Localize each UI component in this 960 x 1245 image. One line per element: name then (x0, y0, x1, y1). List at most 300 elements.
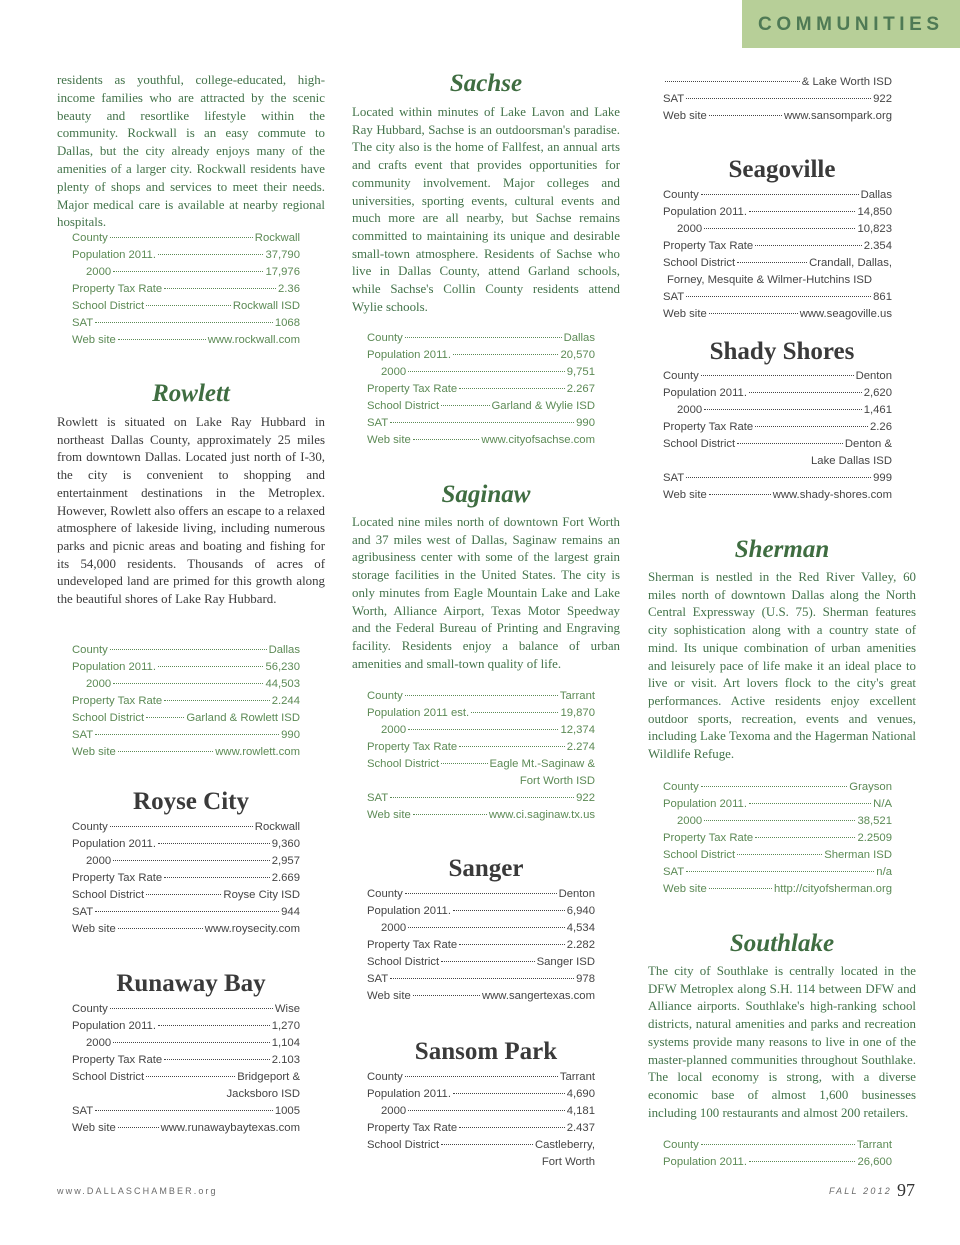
stat-value: Fort Worth ISD (519, 775, 595, 787)
seagoville-title: Seagoville (728, 156, 836, 183)
leader-dots (413, 439, 480, 440)
saginaw-title: Saginaw (441, 481, 531, 508)
stat-label: Property Tax Rate (72, 283, 163, 295)
leader-dots (113, 1042, 270, 1043)
stat-row (367, 809, 595, 826)
rowlett-body: Rowlett is situated on Lake Ray Hubbard in northeast Dallas County, approximately 25 miles from downtown Dallas. Located just north of I-30, the city is convenient to shopping and entertainment destinations in the Metroplex. However, Rowlett also offers an escape to a relaxed atmosphere of lakeside living, including numerous parks and picnic areas and boating and fishing for its 54,000 residents. Thousands of acres of undeveloped land are primed for this growth along the beautiful shores of Lake Ray Hubbard. (57, 415, 325, 607)
stat-value: 2.2509 (857, 832, 892, 844)
stat-row (663, 472, 892, 489)
stat-value: 17,976 (265, 266, 300, 278)
stat-label: Property Tax Rate (367, 939, 458, 951)
stat-row (72, 838, 300, 855)
stat-value: 4,534 (566, 922, 595, 934)
sansom-park-title: Sansom Park (414, 1038, 558, 1065)
stat-value: 2,620 (863, 387, 892, 399)
stat-label: Web site (663, 308, 707, 320)
stat-row (367, 1156, 595, 1173)
leader-dots (146, 717, 184, 718)
stat-label: County (72, 644, 108, 656)
stat-label: Population 2011. (663, 1156, 747, 1168)
stat-label: Web site (367, 434, 411, 446)
stat-row (72, 266, 300, 283)
stat-value: 2.26 (870, 421, 892, 433)
royse-city-title: Royse City (133, 788, 249, 815)
stat-row (72, 300, 300, 317)
stat-label: County (367, 332, 403, 344)
stat-row (663, 832, 892, 849)
leader-dots (459, 388, 565, 389)
stat-value: 56,230 (265, 661, 300, 673)
stat-row (663, 883, 892, 900)
sanger-stats (367, 888, 595, 1007)
stat-row (663, 370, 892, 387)
leader-dots (390, 422, 574, 423)
stat-row (367, 792, 595, 809)
leader-dots (110, 1008, 273, 1009)
stat-value: www.sansompark.org (784, 110, 892, 122)
stat-row (72, 678, 300, 695)
stat-value: 861 (873, 291, 892, 303)
stat-label: Property Tax Rate (367, 1122, 458, 1134)
stat-row (367, 349, 595, 366)
stat-label: Population 2011. (663, 387, 747, 399)
stat-label: School District (663, 257, 736, 269)
stat-value: Tarrant (856, 1139, 892, 1151)
sachse-title: Sachse (449, 70, 523, 97)
stat-label: School District (72, 712, 145, 724)
southlake-title: Southlake (729, 930, 835, 957)
sherman-title: Sherman (734, 536, 830, 563)
stat-label: County (367, 1071, 403, 1083)
stat-label: SAT (663, 472, 685, 484)
stat-value: 2.36 (278, 283, 300, 295)
stat-row (72, 889, 300, 906)
stat-label: Property Tax Rate (367, 383, 458, 395)
leader-dots (408, 371, 565, 372)
stat-row (663, 815, 892, 832)
stat-row (72, 1122, 300, 1139)
leader-dots (749, 211, 855, 212)
leader-dots (749, 392, 862, 393)
runaway-bay-stats (72, 1003, 300, 1139)
leader-dots (405, 1076, 558, 1077)
leader-dots (459, 1127, 565, 1128)
stat-label: Web site (663, 489, 707, 501)
leader-dots (118, 751, 214, 752)
stat-row (367, 690, 595, 707)
stat-label: County (367, 690, 403, 702)
stat-row (72, 855, 300, 872)
leader-dots (701, 375, 854, 376)
stat-row (367, 400, 595, 417)
stat-row (72, 729, 300, 746)
stat-value: Denton (558, 888, 595, 900)
leader-dots (408, 729, 558, 730)
sachse-body: Located within minutes of Lake Lavon and Lake Ray Hubbard, Sachse is an outdoorsman's paradise. The city also is the home of Fallfest, an annual arts and crafts event that provides opportunities for community involvement. Major colleges and universities, sporting events, cultural events and much more are all nearby, but Sachse remains committed to maintaining its unique and desirable small-town atmosphere. Residents of Sachse who live in Dallas County, attend Garland schools, while Sachse's Collin County residents attend Wylie schools. (352, 105, 620, 314)
stat-row (72, 232, 300, 249)
stat-value: 38,521 (857, 815, 892, 827)
stat-value: 2.274 (566, 741, 595, 753)
stat-value: 1,461 (863, 404, 892, 416)
stat-row (72, 872, 300, 889)
stat-value: www.runawaybaytexas.com (160, 1122, 300, 1134)
stat-value: 2.244 (271, 695, 300, 707)
stat-label: SAT (72, 317, 94, 329)
leader-dots (95, 322, 273, 323)
stat-label: 2000 (86, 678, 112, 690)
footer-website: www.DALLASCHAMBER.org (57, 1186, 218, 1196)
stat-label: County (72, 821, 108, 833)
leader-dots (709, 494, 771, 495)
stat-label: County (663, 1139, 699, 1151)
stat-value: 1068 (274, 317, 300, 329)
stat-label: SAT (663, 291, 685, 303)
stat-row (367, 383, 595, 400)
stat-label: Population 2011. (367, 905, 451, 917)
stat-value: Rockwall (254, 821, 300, 833)
stat-value: 10,823 (857, 223, 892, 235)
leader-dots (164, 877, 270, 878)
stat-value: Denton (855, 370, 892, 382)
stat-row (367, 1122, 595, 1139)
stat-row (663, 404, 892, 421)
shady-shores-stats (663, 370, 892, 506)
stat-value: 12,374 (560, 724, 595, 736)
leader-dots (390, 978, 574, 979)
stat-row (367, 939, 595, 956)
stat-value: Dallas (563, 332, 595, 344)
royse-city-stats (72, 821, 300, 940)
rockwall-stats (72, 232, 300, 351)
leader-dots (158, 254, 263, 255)
leader-dots (146, 1076, 235, 1077)
leader-dots (95, 911, 279, 912)
saginaw-stats (367, 690, 595, 826)
stat-row (663, 257, 892, 274)
stat-row (367, 905, 595, 922)
leader-dots (709, 115, 782, 116)
stat-value: 2.103 (271, 1054, 300, 1066)
sanger-title: Sanger (448, 855, 524, 882)
leader-dots (405, 695, 558, 696)
shady-shores-title: Shady Shores (709, 338, 855, 365)
stat-value: 2.267 (566, 383, 595, 395)
stat-label: County (72, 1003, 108, 1015)
leader-dots (686, 477, 871, 478)
stat-value: Fort Worth (541, 1156, 595, 1168)
stat-value: 2.669 (271, 872, 300, 884)
leader-dots (686, 296, 871, 297)
leader-dots (164, 288, 276, 289)
leader-dots (118, 339, 206, 340)
stat-row (663, 849, 892, 866)
stat-row (367, 417, 595, 434)
stat-label: Population 2011 est. (367, 707, 470, 719)
stat-row (367, 956, 595, 973)
stat-row (663, 240, 892, 257)
stat-row (72, 821, 300, 838)
stat-row (72, 317, 300, 334)
stat-label: 2000 (677, 223, 703, 235)
leader-dots (158, 666, 263, 667)
stat-value: 990 (576, 417, 595, 429)
stat-row (663, 223, 892, 240)
stat-label: School District (72, 300, 145, 312)
stat-row (72, 695, 300, 712)
stat-row (367, 332, 595, 349)
stat-label: Web site (367, 990, 411, 1002)
stat-label: Web site (72, 746, 116, 758)
leader-dots (158, 843, 270, 844)
stat-value: 4,690 (566, 1088, 595, 1100)
stat-label: Population 2011. (72, 1020, 156, 1032)
stat-label: Web site (367, 809, 411, 821)
rowlett-stats (72, 644, 300, 763)
stat-value: Rockwall ISD (232, 300, 300, 312)
stat-value: Castleberry, (534, 1139, 595, 1151)
leader-dots (453, 1093, 565, 1094)
leader-dots (390, 797, 574, 798)
stat-label: 2000 (381, 366, 407, 378)
stat-label: Web site (72, 334, 116, 346)
stat-row (663, 866, 892, 883)
stat-label: County (663, 370, 699, 382)
stat-label: Property Tax Rate (367, 741, 458, 753)
stat-label: Population 2011. (72, 838, 156, 850)
leader-dots (686, 871, 874, 872)
leader-dots (755, 837, 855, 838)
leader-dots (453, 910, 565, 911)
stat-label: Web site (663, 883, 707, 895)
stat-value: www.shady-shores.com (772, 489, 892, 501)
stat-value: 922 (873, 93, 892, 105)
stat-label: School District (663, 438, 736, 450)
leader-dots (749, 1161, 855, 1162)
stat-value: 944 (281, 906, 300, 918)
stat-label: SAT (367, 973, 389, 985)
stat-row (663, 206, 892, 223)
stat-row (663, 781, 892, 798)
stat-value: 2.437 (566, 1122, 595, 1134)
stat-value: 14,850 (857, 206, 892, 218)
leader-dots (755, 426, 868, 427)
stat-row (72, 923, 300, 940)
stat-value: Sherman ISD (824, 849, 892, 861)
seagoville-stats (663, 189, 892, 325)
stat-label: 2000 (677, 404, 703, 416)
leader-dots (737, 854, 822, 855)
stat-label: 2000 (381, 1105, 407, 1117)
stat-value: Tarrant (559, 690, 595, 702)
stat-label: SAT (72, 729, 94, 741)
stat-row (72, 906, 300, 923)
stat-label: Population 2011. (663, 798, 747, 810)
stat-row (72, 1105, 300, 1122)
stat-value: 9,751 (566, 366, 595, 378)
stat-label: SAT (663, 866, 685, 878)
stat-row (367, 1139, 595, 1156)
stat-value: Grayson (849, 781, 892, 793)
stat-value: 19,870 (560, 707, 595, 719)
sherman-stats (663, 781, 892, 900)
leader-dots (413, 814, 487, 815)
stat-row (367, 990, 595, 1007)
stat-row (367, 758, 595, 775)
stat-row (663, 93, 892, 110)
stat-row (72, 1054, 300, 1071)
stat-label: Population 2011. (72, 249, 156, 261)
stat-label: SAT (72, 906, 94, 918)
section-tab (742, 0, 960, 48)
stat-label: Population 2011. (72, 661, 156, 673)
stat-row (367, 724, 595, 741)
leader-dots (704, 228, 855, 229)
stat-label: Property Tax Rate (663, 832, 754, 844)
stat-value: 6,940 (566, 905, 595, 917)
leader-dots (709, 313, 798, 314)
stat-value: www.seagoville.us (799, 308, 892, 320)
stat-row (367, 973, 595, 990)
stat-label: Property Tax Rate (663, 421, 754, 433)
stat-value: Crandall, Dallas, (809, 257, 892, 269)
stat-value: N/A (873, 798, 892, 810)
stat-value: 37,790 (265, 249, 300, 261)
stat-label: School District (367, 400, 440, 412)
leader-dots (118, 1127, 159, 1128)
leader-dots (110, 649, 267, 650)
footer-issue: FALL 2012 (829, 1186, 893, 1196)
stat-label: 2000 (86, 855, 112, 867)
leader-dots (158, 1025, 270, 1026)
stat-label: SAT (72, 1105, 94, 1117)
leader-dots (701, 1144, 855, 1145)
page-number: 97 (897, 1180, 915, 1200)
rowlett-title: Rowlett (152, 380, 230, 407)
leader-dots (459, 944, 565, 945)
stat-value: www.roysecity.com (204, 923, 300, 935)
stat-value: Dallas (268, 644, 300, 656)
leader-dots (113, 683, 263, 684)
stat-row (663, 1139, 892, 1156)
stat-value: & Lake Worth ISD (801, 76, 892, 88)
stat-row (663, 489, 892, 506)
stat-value: Forney, Mesquite & Wilmer-Hutchins ISD (667, 274, 873, 286)
leader-dots (704, 820, 855, 821)
stat-value: Rockwall (254, 232, 300, 244)
stat-label: School District (367, 1139, 440, 1151)
leader-dots (749, 803, 871, 804)
southlake-body: The city of Southlake is centrally located in the DFW Metroplex along S.H. 114 between DFW and Alliance airports. Southlake's high-ranking school districts, natural amenities and parks and recreation systems provide many reasons to live in one of the master-planned communities throughout Southlake. The local economy is strong, with a diverse economic base of almost 1,600 businesses including 100 restaurants and almost 200 retailers. (648, 964, 916, 1120)
leader-dots (95, 734, 279, 735)
stat-value: Garland & Rowlett ISD (186, 712, 300, 724)
leader-dots (755, 245, 862, 246)
stat-value: Denton & (844, 438, 892, 450)
leader-dots (110, 237, 253, 238)
stat-row (663, 438, 892, 455)
stat-value: Eagle Mt.-Saginaw & (489, 758, 595, 770)
stat-label: Property Tax Rate (72, 1054, 163, 1066)
stat-value: http://cityofsherman.org (773, 883, 892, 895)
stat-row (72, 712, 300, 729)
stat-label: Property Tax Rate (72, 872, 163, 884)
stat-value: Jacksboro ISD (226, 1088, 300, 1100)
leader-dots (701, 194, 859, 195)
stat-row (367, 1088, 595, 1105)
stat-label: 2000 (86, 266, 112, 278)
stat-label: County (367, 888, 403, 900)
leader-dots (118, 928, 203, 929)
stat-label: 2000 (677, 815, 703, 827)
leader-dots (413, 995, 480, 996)
stat-value: 999 (873, 472, 892, 484)
leader-dots (701, 786, 848, 787)
stat-row (72, 249, 300, 266)
leader-dots (704, 409, 862, 410)
stat-value: 4,181 (566, 1105, 595, 1117)
stat-row (663, 76, 892, 93)
stat-row (72, 1003, 300, 1020)
saginaw-body: Located nine miles north of downtown Fort Worth and 37 miles west of Dallas, Saginaw remains an agribusiness center with some of the largest grain storage facilities in the United States. The city is only minutes from Eagle Mountain Lake and Lake Worth, Alliance Airport, Texas Motor Speedway and the Federal Bureau of Printing and Engraving facility. Residents enjoy a balance of urban amenities and small-town quality of life. (352, 515, 620, 671)
stat-label: 2000 (381, 724, 407, 736)
stat-label: County (72, 232, 108, 244)
leader-dots (146, 305, 231, 306)
stat-label: School District (663, 849, 736, 861)
stat-value: 2,957 (271, 855, 300, 867)
leader-dots (737, 443, 843, 444)
stat-value: 1005 (274, 1105, 300, 1117)
leader-dots (709, 888, 772, 889)
stat-label: County (663, 781, 699, 793)
leader-dots (113, 271, 263, 272)
runaway-bay-title: Runaway Bay (116, 970, 266, 997)
stat-row (367, 707, 595, 724)
stat-value: www.rowlett.com (215, 746, 300, 758)
leader-dots (441, 961, 534, 962)
stat-label: County (663, 189, 699, 201)
leader-dots (113, 860, 270, 861)
stat-row (663, 798, 892, 815)
stat-row (367, 775, 595, 792)
leader-dots (408, 1110, 565, 1111)
stat-row (72, 1088, 300, 1105)
leader-dots (164, 700, 270, 701)
stat-value: Lake Dallas ISD (811, 455, 892, 467)
stat-value: 44,503 (265, 678, 300, 690)
stat-value: Tarrant (559, 1071, 595, 1083)
sachse-stats (367, 332, 595, 451)
stat-value: www.sangertexas.com (481, 990, 595, 1002)
stat-value: Garland & Wylie ISD (491, 400, 595, 412)
stat-label: 2000 (86, 1037, 112, 1049)
stat-value: 1,104 (271, 1037, 300, 1049)
sherman-body: Sherman is nestled in the Red River Valley, 60 miles north of downtown Dallas along the North Central Expressway (U.S. 75). Sherman features city sophistication along with a country state of mind. Its unique combination of urban amenities and leisurely pace of life make it an ideal place to live or visit. Art lovers flock to the city's great performances. Active residents enjoy excellent outdoor sports, recreation, events and venues, including Lake Texoma and the Hagerman National Wildlife Refuge. (648, 570, 916, 762)
stat-label: SAT (367, 792, 389, 804)
stat-row (663, 387, 892, 404)
stat-label: School District (367, 956, 440, 968)
stat-value: www.cityofsachse.com (481, 434, 595, 446)
stat-row (663, 189, 892, 206)
stat-value: Sanger ISD (536, 956, 595, 968)
stat-value: 26,600 (857, 1156, 892, 1168)
stat-label: School District (72, 1071, 145, 1083)
leader-dots (471, 712, 558, 713)
leader-dots (441, 405, 489, 406)
stat-row (72, 283, 300, 300)
leader-dots (453, 354, 558, 355)
stat-value: www.ci.saginaw.tx.us (488, 809, 595, 821)
stat-value: n/a (876, 866, 892, 878)
stat-value: 20,570 (560, 349, 595, 361)
